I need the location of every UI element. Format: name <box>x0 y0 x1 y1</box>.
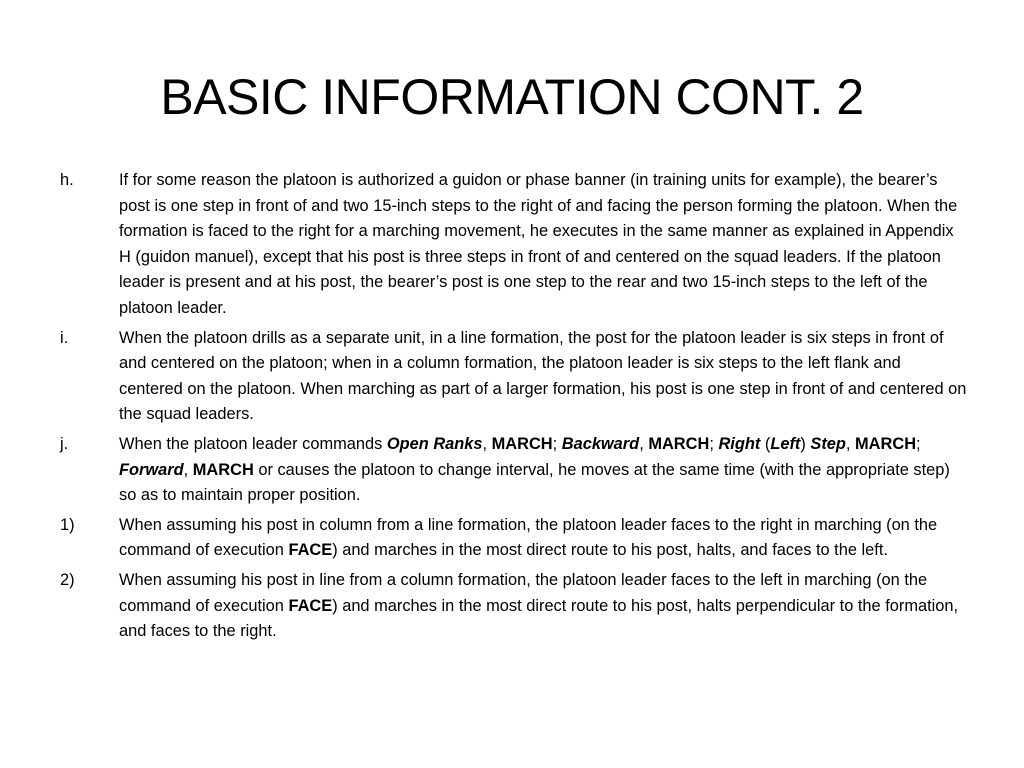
list-marker: 2) <box>60 570 75 589</box>
command-backward: Backward <box>561 434 640 453</box>
text-run: ) and marches in the most direct route to his post, halts, and faces to the left. <box>332 541 888 560</box>
command-march: MARCH <box>491 434 553 453</box>
text-run: , <box>639 434 649 453</box>
slide-title: BASIC INFORMATION CONT. 2 <box>160 69 864 125</box>
list-item-text: If for some reason the platoon is authorized a guidon or phase banner (in training units for example), the bearer’s post is one step in front of and two 15-inch steps to the right of and facing the person forming the platoon. When the formation is faced to the right for a marching movement, he executes in the same manner as explained in Appendix H (guidon manuel), except that his post is three steps in front of and centered on the squad leaders. If the platoon leader is present and at his post, the bearer’s post is one step to the rear and two 15-inch steps to the left of the platoon leader. <box>119 171 958 317</box>
text-run: When assuming his post in line from a column formation, the platoon leader faces to the left in marching (on the command of execution <box>119 570 928 615</box>
command-face: FACE <box>288 541 333 560</box>
text-run: When the platoon leader commands <box>119 434 387 453</box>
list-item-h <box>60 168 968 322</box>
text-run: , <box>482 434 492 453</box>
slide-body <box>60 168 968 649</box>
command-open-ranks: Open Ranks <box>386 434 483 453</box>
command-forward: Forward <box>119 460 184 479</box>
list-item-i <box>60 326 968 428</box>
text-run: When assuming his post in column from a line formation, the platoon leader faces to the right in marching (on the command of execution <box>119 515 938 560</box>
command-step: Step <box>810 434 846 453</box>
text-run: ; <box>709 434 719 453</box>
command-left: Left <box>770 434 801 453</box>
list-marker: j. <box>60 434 69 453</box>
text-run: ; <box>552 434 562 453</box>
list-marker: i. <box>60 328 69 347</box>
list-item-text <box>119 432 968 509</box>
list-item-text: When the platoon drills as a separate unit, in a line formation, the post for the platoon leader is six steps in front of and centered on the platoon; when in a column formation, the platoon leader is six steps to the left flank and centered on the platoon. When marching as part of a larger formation, his post is one step in front of and centered on the squad leaders. <box>119 328 967 424</box>
command-march: MARCH <box>192 460 254 479</box>
list-item-1 <box>60 513 968 564</box>
text-run: ) <box>800 434 811 453</box>
list-item-j <box>60 432 968 509</box>
text-run: ( <box>760 434 771 453</box>
list-marker: 1) <box>60 515 75 534</box>
list-marker: h. <box>60 171 74 189</box>
list-item-text <box>119 513 968 564</box>
list-item-2 <box>60 568 968 645</box>
text-run: , <box>845 434 856 453</box>
command-march: MARCH <box>855 434 917 453</box>
list-item-text <box>119 568 968 645</box>
text-run: ; <box>916 434 921 453</box>
text-run: ) and marches in the most direct route to his post, halts perpendicular to the formation, and faces to the right. <box>119 596 959 641</box>
command-march: MARCH <box>648 434 710 453</box>
text-run: or causes the platoon to change interval, he moves at the same time (with the appropriate step) so as to maintain proper position. <box>119 460 950 505</box>
command-right: Right <box>718 434 761 453</box>
text-run: , <box>183 460 193 479</box>
command-face: FACE <box>288 596 333 615</box>
